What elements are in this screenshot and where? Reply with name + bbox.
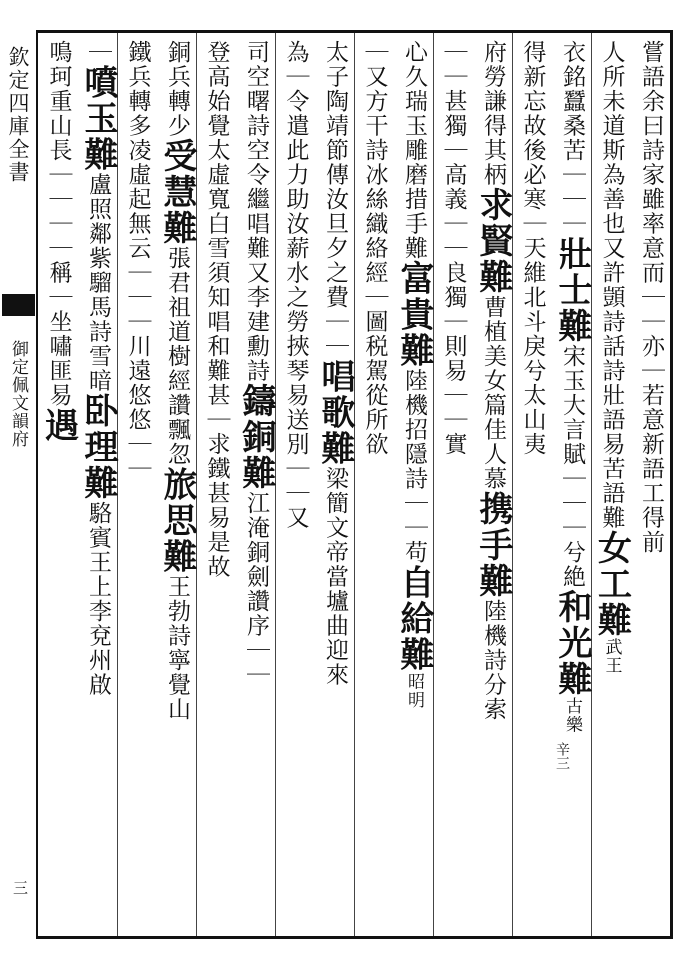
text-column [354, 40, 394, 930]
body-text: 府勞謙得其柄 [480, 40, 506, 187]
text-column [512, 40, 552, 930]
body-text: 凌虛起無云｜｜｜ [124, 138, 151, 334]
entry-heading: 鑄銅難 [236, 383, 276, 491]
text-column [157, 40, 197, 930]
body-text: 為｜令遣此力助汝薪水之勞 [282, 40, 309, 334]
entry-heading: 噴玉難 [78, 64, 118, 173]
body-text: 鐵兵轉多 [124, 40, 151, 138]
entry-heading: 壯士難 [552, 236, 592, 344]
body-text: ｜｜甚獨｜ [440, 40, 467, 163]
body-text: 宋玉大言賦｜｜｜兮絶 [559, 344, 585, 589]
body-text: 陸機詩分索 [480, 599, 506, 722]
body-text: 心久瑞玉雕磨措手難 [401, 40, 427, 261]
column-rule [354, 33, 355, 936]
entry-heading: 女工難 [591, 530, 632, 638]
column-rule [512, 33, 513, 936]
entry-heading: 唱歌難 [315, 358, 355, 467]
body-text: 甚｜求鐵甚易是故 [203, 383, 230, 579]
entry-heading: 携手難 [473, 491, 513, 599]
body-text: 人所未道斯為善也又許顗詩話詩壯語易苦語 [598, 40, 625, 506]
entry-heading: 旅思難 [157, 466, 197, 575]
annotation-text: 古樂 [562, 697, 582, 734]
volume-title: 御定佩文韻府 [8, 340, 28, 448]
text-column [117, 40, 157, 930]
column-rule [433, 33, 434, 936]
body-text: 衣銘蠶桑苦｜｜｜ [559, 40, 585, 236]
text-column [394, 40, 434, 930]
body-text: ｜ [85, 40, 111, 65]
body-text: 難 [598, 505, 625, 530]
book-title: 欽定四庫全書 [6, 46, 30, 184]
body-text: 鳴珂重山長｜｜ [45, 40, 72, 212]
body-text: 嘗語余曰詩家雖率意而｜｜亦｜若意新語工得前 [638, 40, 664, 555]
body-text: 高義｜｜良獨｜ [440, 162, 467, 334]
annotation-text: 昭明 [404, 672, 424, 710]
column-rule [591, 33, 592, 936]
body-text: 天維北斗戾兮太山夷 [519, 236, 546, 457]
fishtail-mark [2, 294, 35, 316]
body-text: 挾琴易送別｜｜又 [282, 334, 309, 530]
body-text: 得新忘故後必寒 [519, 40, 546, 212]
entry-heading: 遇 [38, 407, 79, 444]
page-margin [0, 0, 36, 970]
entry-heading: 卧理難 [78, 393, 118, 501]
text-column [631, 40, 671, 930]
text-column [433, 40, 473, 930]
annotation-text: 武王 [601, 638, 622, 675]
text-column [473, 40, 513, 930]
body-text: 張君祖道樹經讚飄忽 [164, 246, 190, 467]
body-text: 則易｜｜實 [440, 334, 467, 457]
body-text: 太子陶靖節傳汝旦夕之費｜｜ [322, 40, 348, 359]
text-column [315, 40, 355, 930]
body-text: 川遠悠悠｜｜ [124, 334, 151, 481]
body-text: 江淹銅劍讚序｜｜ [243, 491, 269, 687]
body-text: 曹植美女篇佳人慕 [480, 295, 506, 491]
page-number: 三 [11, 880, 29, 895]
body-text: 梁簡文帝當壚曲迎來 [322, 466, 348, 687]
text-column [196, 40, 236, 930]
body-text: 陸機招隱詩｜｜苟 [401, 368, 427, 565]
body-text: 登高始覺太虛寬白雪須知唱和難 [203, 40, 230, 383]
body-text: ｜又方干詩冰絲織絡經 [361, 40, 388, 285]
entry-heading: 和光難 [552, 589, 592, 697]
entry-heading: 求賢難 [473, 187, 513, 295]
entry-heading: 富貴難 [394, 260, 434, 369]
text-column [236, 40, 276, 930]
body-text: 銅兵轉少 [164, 40, 190, 138]
body-text: 王勃詩寧覺山 [164, 574, 190, 722]
text-column [78, 40, 118, 930]
body-text: 盧照鄰紫騮馬詩雪暗 [85, 172, 111, 393]
frame-bottom-border [36, 936, 672, 939]
entry-heading: 自給難 [394, 564, 434, 673]
text-column [275, 40, 315, 930]
body-text: ｜ [519, 211, 546, 236]
text-column [591, 40, 631, 930]
body-text: 司空曙詩空令繼唱難又李建勳詩 [243, 40, 269, 383]
page-tag: 辛三 [554, 742, 570, 770]
body-text: 駱賓王上李兗州啟 [85, 501, 111, 697]
text-column [552, 40, 592, 930]
text-column [38, 40, 78, 930]
entry-heading: 受慧難 [157, 138, 197, 246]
body-text: ｜圖税駕從所欲 [361, 285, 388, 457]
frame-right-border [670, 30, 673, 939]
body-text: ｜｜稱｜坐嘯匪易 [45, 211, 72, 408]
